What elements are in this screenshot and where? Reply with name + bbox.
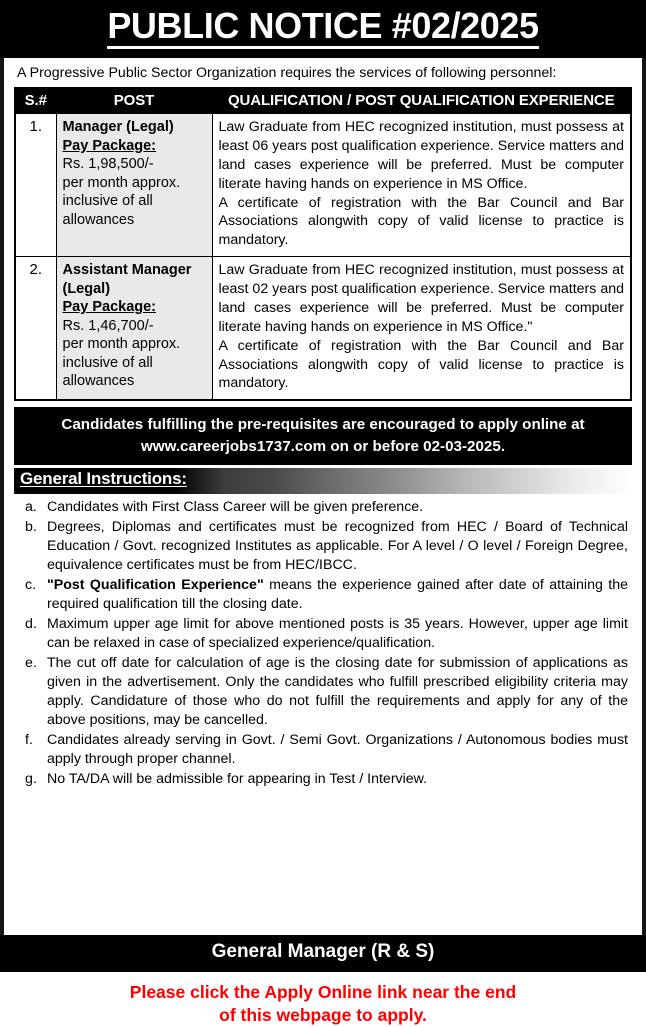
apply-banner-line-1: Candidates fulfilling the pre-requisites are encouraged to apply online at: [61, 416, 585, 434]
pay-amount: Rs. 1,46,700/-: [62, 317, 154, 334]
pay-period: per month approx.: [62, 336, 181, 353]
pay-allowances: allowances: [62, 211, 135, 228]
list-item-text: No TA/DA will be admissible for appearing in Test / Interview.: [47, 770, 428, 787]
table-row: [15, 257, 631, 401]
list-item: [16, 615, 628, 653]
list-marker: a.: [25, 499, 37, 516]
list-marker: e.: [25, 655, 37, 672]
general-instructions-list: [14, 498, 632, 788]
qualification-paragraph-1: Law Graduate from HEC recognized institution, must possess at least 02 years post qualification experience. Service matters and land cases experience will be preferred. Must be computer literate having hands on experience in MS Office.": [218, 262, 624, 335]
intro-line: A Progressive Public Sector Organization requires the services of following personnel:: [17, 65, 557, 81]
pay-period: per month approx.: [62, 174, 181, 191]
list-marker: d.: [25, 616, 37, 633]
list-item-text: The cut off date for calculation of age is the closing date for submission of applications as given in the advertisement. Only the candidates who fulfill prescribed eligibility criteria may apply. Candidature of those who do not fulfill the requirements and apply for any of the above positions, may be cancelled.: [47, 655, 628, 728]
list-item: [16, 654, 628, 730]
apply-online-instruction-note: [0, 972, 646, 1027]
post-title: Manager (Legal): [62, 119, 174, 136]
vacancies-table: [14, 87, 632, 401]
notice-title-band: [0, 0, 646, 58]
pay-inclusive: inclusive of all: [62, 354, 153, 371]
row-serial: 1.: [15, 114, 56, 257]
list-item-text: Maximum upper age limit for above mentioned posts is 35 years. However, upper age limit can be relaxed in case of specialized experience/qualification.: [47, 616, 628, 652]
pay-allowances: allowances: [62, 373, 135, 390]
list-item-text: Degrees, Diplomas and certificates must be recognized from HEC / Board of Technical Education / Govt. recognized Institutes as applicable. For A level / O level / Foreign Degree, equivalence certificates must be from HEC/IBCC.: [47, 519, 628, 574]
list-marker: b.: [25, 519, 37, 536]
footer-note-line-1: Please click the Apply Online link near the end: [129, 982, 517, 1002]
signatory-band: [0, 935, 646, 972]
signatory-text: General Manager (R & S): [211, 941, 435, 962]
list-item: [16, 576, 628, 614]
page-title: PUBLIC NOTICE #02/2025: [107, 7, 538, 49]
list-marker: f.: [25, 731, 33, 748]
pay-amount: Rs. 1,98,500/-: [62, 156, 154, 173]
general-instructions-bar: [14, 468, 632, 494]
column-header-post: POST: [56, 88, 212, 114]
pay-package-label: Pay Package:: [62, 299, 157, 316]
list-item-text: means the experience gained after date of attaining the required qualification till the closing date.: [47, 577, 628, 613]
list-item: [16, 731, 628, 769]
qualification-paragraph-2: A certificate of registration with the Bar Council and Bar Associations alongwith copy of valid license to practice is mandatory.: [218, 337, 624, 392]
list-item: [16, 770, 628, 789]
list-item-bold-lead: "Post Qualification Experience": [47, 577, 264, 594]
apply-banner-line-2: www.careerjobs1737.com on or before 02-03-2025.: [140, 437, 506, 455]
list-item-text: Candidates with First Class Career will be given preference.: [47, 499, 424, 516]
pay-package-label: Pay Package:: [62, 137, 157, 154]
row-qualification-cell: [212, 114, 631, 257]
column-header-qualification: QUALIFICATION / POST QUALIFICATION EXPERIENCE: [212, 88, 631, 114]
list-marker: g.: [25, 770, 37, 787]
pay-inclusive: inclusive of all: [62, 193, 153, 210]
list-item: [16, 498, 628, 517]
table-header-row: [15, 88, 631, 114]
row-qualification-cell: [212, 257, 631, 401]
list-item: [16, 518, 628, 575]
column-header-serial: S.#: [15, 88, 56, 114]
apply-online-banner: [14, 407, 632, 465]
row-post-cell: [56, 114, 212, 257]
footer-note-line-2: of this webpage to apply.: [219, 1005, 427, 1026]
post-title: Assistant Manager (Legal): [62, 262, 192, 297]
row-post-cell: [56, 257, 212, 401]
general-instructions-heading: General Instructions:: [20, 469, 187, 489]
table-row: [15, 114, 631, 257]
list-marker: c.: [25, 577, 37, 594]
row-serial: 2.: [15, 257, 56, 401]
list-item-text: Candidates already serving in Govt. / Semi Govt. Organizations / Autonomous bodies must apply through proper channel.: [47, 731, 628, 767]
notice-body-frame: [0, 58, 646, 935]
qualification-paragraph-2: A certificate of registration with the Bar Council and Bar Associations alongwith copy of valid license to practice is mandatory.: [218, 194, 624, 249]
qualification-paragraph-1: Law Graduate from HEC recognized institution, must possess at least 06 years post qualification experience. Service matters and land cases experience will be preferred. Must be computer literate having hands on experience in MS Office.: [218, 119, 624, 192]
